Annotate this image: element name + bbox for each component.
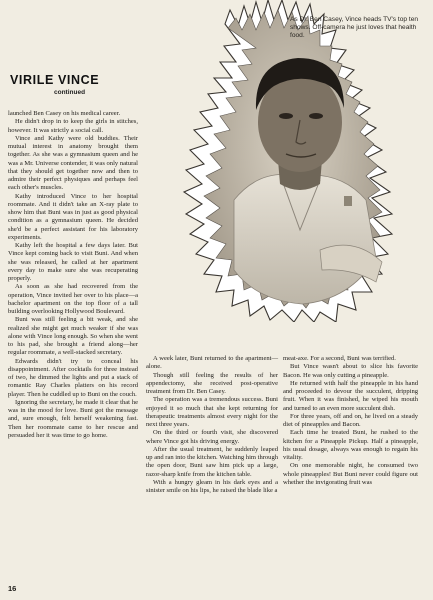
paragraph: On one memorable night, he consumed two whole pineapples! But Buni never could figure out whether the invigorating fruit was [283, 462, 418, 486]
paragraph: After the usual treatment, he suddenly leaped up and ran into the kitchen. Watching him through the open door, Buni saw him pick up a large, razor-sharp knife from the kitchen table. [146, 445, 278, 478]
paragraph: For three years, off and on, he lived on a steady diet of pineapples and Bacon. [283, 412, 418, 428]
page-number: 16 [8, 584, 17, 593]
text-column-3 [283, 355, 418, 487]
paragraph: A week later, Buni returned to the apartment—alone. [146, 355, 278, 371]
paragraph: He returned with half the pineapple in his hand and proceeded to devour the succulent, dripping fruit. When it was finished, he wiped his mouth and turned to an even more succulent dish. [283, 379, 418, 412]
paragraph: He didn't drop in to keep the girls in stitches, however. It was strictly a social call. [8, 118, 138, 134]
article-title: VIRILE VINCE [10, 73, 100, 87]
photo-caption [290, 16, 428, 41]
paragraph: Kathy left the hospital a few days later. But Vince kept coming back to visit Buni. And when she was released, he called at her apartment every day to make sure she was recuperating properly. [8, 242, 138, 282]
paragraph: Kathy introduced Vince to her hospital roommate. And it didn't take an X-ray plate to show him that Buni was in just as good physical condition as a gymnasium queen. He decided she'd be a perfect assistant for his laboratory experiments. [8, 192, 138, 241]
portrait-photo [170, 0, 433, 322]
text-column-1 [8, 110, 138, 440]
paragraph: As soon as she had recovered from the operation, Vince invited her over to his place—a bachelor apartment on the top floor of a tall building overlooking Hollywood Boulevard. [8, 283, 138, 315]
paragraph: Edwards didn't try to conceal his disappointment. After cocktails for three instead of two, he dimmed the lights and put a stack of romantic Ray Charles platters on his record player. Then he cuddled up to Buni on the couch. [8, 357, 138, 398]
paragraph: Buni was still feeling a bit weak, and she realized she might get much weaker if she was alone with Vince long enough. So when she went to his pad, she brought a friend along—her regular roommate, a well-stacked secretary. [8, 316, 138, 357]
paragraph: Though still feeling the results of her appendectomy, she received post-operative treatment from Dr. Ben Casey. [146, 371, 278, 395]
paragraph: Vince and Kathy were old buddies. Their mutual interest in anatomy brought them together. As she was a gymnasium queen and he was a Mr. Universe contender, it was only natural that they should get together now and then to admire their perfect physiques and perhaps feel each other's muscles. [8, 134, 138, 192]
paragraph: launched Ben Casey on his medical career. [8, 110, 121, 117]
paragraph: meat-axe. For a second, Buni was terrified. [283, 355, 396, 362]
caption-text: As Dr. Ben Casey, Vince heads TV's top ten shows. Off-camera he just loves that health food. [290, 16, 419, 40]
paragraph: The operation was a tremendous success. Buni enjoyed it so much that she kept returning for therapeutic treatments almost every night for the next three years. [146, 396, 278, 428]
paragraph: But Vince wasn't about to slice his favorite Bacon. He was only cutting a pineapple. [283, 363, 418, 379]
article-subtitle: continued [54, 89, 86, 96]
text-column-2 [146, 355, 278, 495]
paragraph: On the third or fourth visit, she discovered where Vince got his driving energy. [146, 429, 278, 445]
paragraph: Each time he treated Buni, he rushed to the kitchen for a Pineapple Pickup. Half a pineapple, his usual dosage, always was enough to regain his vitality. [283, 429, 418, 461]
paragraph: With a hungry gleam in his dark eyes and a sinister smile on his lips, he raised the blade like a [146, 478, 278, 494]
paragraph: Ignoring the secretary, he made it clear that he was in the mood for love. Buni got the message and, sure enough, felt herself weakening fast. Then her roommate came to her rescue and persuaded her it was time to go home. [8, 398, 138, 439]
